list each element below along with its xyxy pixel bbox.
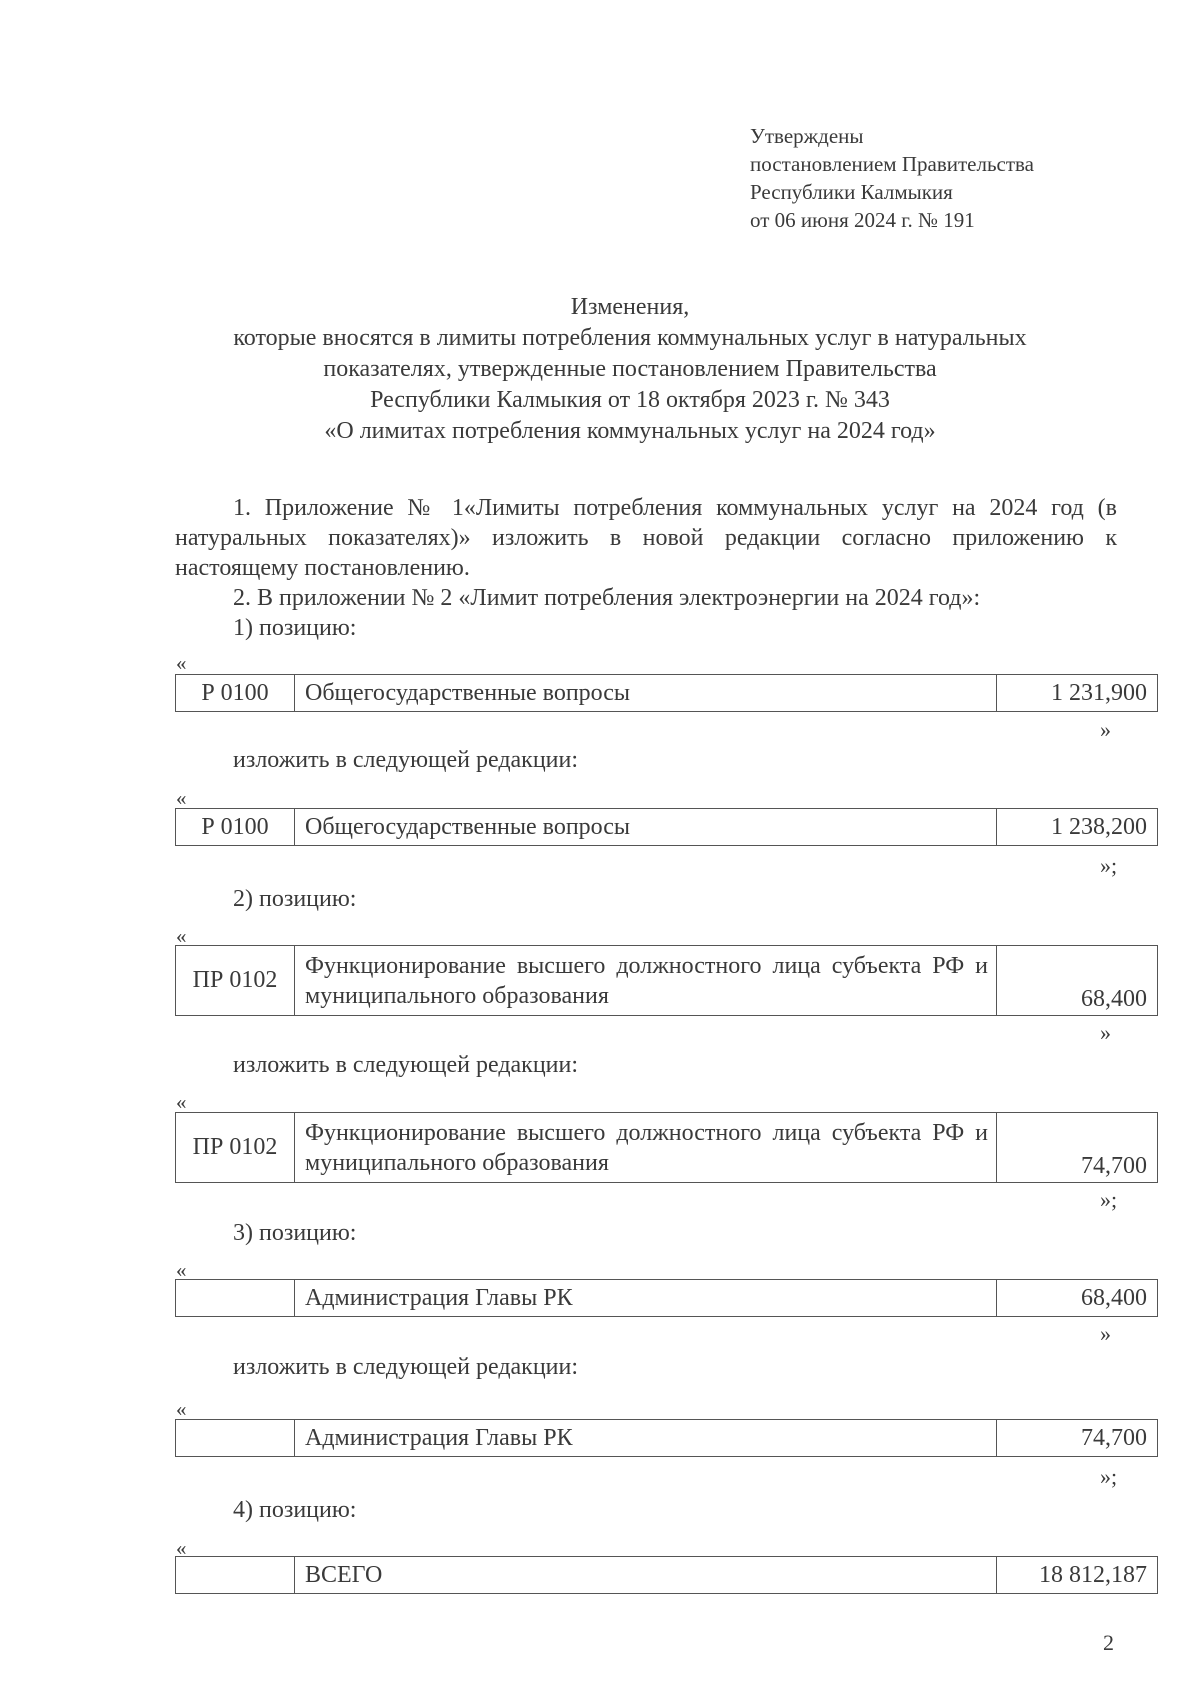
code-cell: ПР 0102 [176,946,295,1016]
value-cell: 68,400 [997,946,1158,1016]
name-cell: ВСЕГО [295,1557,997,1594]
title-line: Республики Калмыкия от 18 октября 2023 г. № 343 [370,387,890,413]
approval-block [750,122,1034,234]
quote-close: »; [1100,1187,1118,1212]
position-table-old [175,945,1158,1016]
code-cell [176,1557,295,1594]
replace-text: изложить в следующей редакции: [233,1354,579,1380]
name-cell: Администрация Главы РК [295,1420,997,1457]
quote-open: « [176,1536,187,1560]
table-row [176,1113,1158,1183]
item-1-paragraph: 1. Приложение № 1«Лимиты потребления коммунальных услуг на 2024 год (в натуральных показателях)» изложить в новой редакции согласно приложению к настоящему постановлению. [175,495,1117,581]
name-cell: Администрация Главы РК [295,1280,997,1317]
quote-close: »; [1100,853,1118,878]
name-cell: Общегосударственные вопросы [295,809,997,846]
title-line: «О лимитах потребления коммунальных услуг на 2024 год» [324,418,936,444]
position-table-new [175,808,1158,846]
position-table-new [175,1419,1158,1457]
code-cell [176,1420,295,1457]
replace-text: изложить в следующей редакции: [233,1052,579,1078]
value-cell: 74,700 [997,1113,1158,1183]
table-row [176,946,1158,1016]
value-cell: 74,700 [997,1420,1158,1457]
position-table-new [175,1112,1158,1183]
title-line: Изменения, [570,294,690,320]
code-cell: Р 0100 [176,675,295,712]
quote-open: « [176,651,187,675]
name-cell: Функционирование высшего должностного лица субъекта РФ и муниципального образования [295,1113,997,1183]
approval-line: Утверждены [750,124,864,148]
quote-open: « [176,924,187,948]
quote-close: »; [1100,1464,1118,1489]
quote-open: « [176,786,187,810]
name-cell: Функционирование высшего должностного лица субъекта РФ и муниципального образования [295,946,997,1016]
replace-text: изложить в следующей редакции: [233,747,579,773]
value-cell: 18 812,187 [997,1557,1158,1594]
title-line: показателях, утвержденные постановлением Правительства [323,356,937,382]
approval-line: от 06 июня 2024 г. № 191 [750,208,975,232]
approval-line: постановлением Правительства [750,152,1035,176]
quote-open: « [176,1258,187,1282]
title-line: которые вносятся в лимиты потребления коммунальных услуг в натуральных [233,325,1027,351]
position-label: 4) позицию: [233,1497,357,1523]
code-cell [176,1280,295,1317]
quote-close: » [1100,1020,1111,1045]
quote-open: « [176,1090,187,1114]
table-row [176,1280,1158,1317]
document-title [150,292,1110,447]
approval-line: Республики Калмыкия [750,180,953,204]
table-row [176,1420,1158,1457]
table-row [176,809,1158,846]
page-number: 2 [1103,1630,1114,1655]
code-cell: Р 0100 [176,809,295,846]
position-label: 3) позицию: [233,1220,357,1246]
code-cell: ПР 0102 [176,1113,295,1183]
quote-open: « [176,1397,187,1421]
value-cell: 68,400 [997,1280,1158,1317]
quote-close: » [1100,717,1111,742]
quote-close: » [1100,1321,1111,1346]
name-cell: Общегосударственные вопросы [295,675,997,712]
table-row [176,675,1158,712]
table-row [176,1557,1158,1594]
position-table-old [175,1556,1158,1594]
item-2-paragraph: 2. В приложении № 2 «Лимит потребления электроэнергии на 2024 год»: [233,585,981,611]
position-label: 2) позицию: [233,886,357,912]
position-table-old [175,1279,1158,1317]
position-label: 1) позицию: [233,615,357,641]
value-cell: 1 238,200 [997,809,1158,846]
value-cell: 1 231,900 [997,675,1158,712]
position-table-old [175,674,1158,712]
